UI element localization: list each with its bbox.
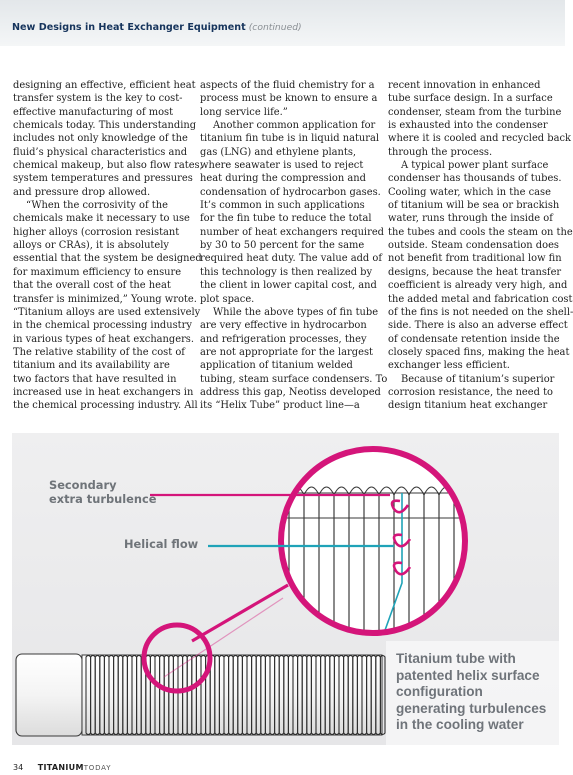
text-line: condensation of hydrocarbon gases.: [200, 186, 381, 198]
section-title: [12, 22, 302, 33]
text-line: heat during the compression and: [200, 173, 366, 185]
tube-end: [16, 654, 82, 736]
text-line: condenser, steam from the turbine: [388, 106, 562, 118]
text-line: number of heat exchangers required: [200, 226, 384, 238]
text-line: outside. Steam condensation does: [388, 240, 559, 252]
callout-text: Secondary: [49, 478, 117, 492]
text-line: not benefit from traditional low fin: [388, 253, 562, 265]
article-paragraph: [388, 373, 556, 413]
text-line: recent innovation in enhanced: [388, 80, 541, 91]
text-line: essential that the system be designed: [13, 253, 202, 265]
section-title-continued: (continued): [248, 22, 302, 33]
section-title-text: New Designs in Heat Exchanger Equipment: [12, 22, 246, 33]
text-line: exchanger less efficient.: [388, 360, 510, 372]
caption-line: in the cooling water: [396, 717, 524, 733]
text-line: aspects of the fluid chemistry for a: [200, 80, 375, 91]
callout-helical-flow: Helical flow: [124, 537, 199, 551]
text-line: through the process.: [388, 146, 493, 158]
text-line: for maximum efficiency to ensure: [13, 266, 182, 278]
figure-caption: [396, 651, 558, 734]
text-line: Another common application for: [213, 120, 376, 132]
text-line: long service life.”: [200, 106, 288, 118]
text-line: transfer system is the key to cost-: [13, 93, 183, 105]
text-line: effective manufacturing of most: [13, 106, 174, 118]
text-line: address this gap, Neotiss developed: [200, 386, 381, 398]
text-line: transfer is minimized,” Young wrote.: [13, 293, 197, 305]
text-line: its “Helix Tube” product line—a: [200, 400, 360, 412]
text-line: fluid’s physical characteristics and: [13, 146, 188, 158]
article-paragraph: [200, 79, 378, 119]
article-column-1: [13, 79, 203, 427]
article-paragraph: [13, 199, 202, 413]
text-line: tubing, steam surface condensers. To: [200, 373, 388, 385]
text-line: designing an effective, efficient heat: [13, 80, 196, 91]
callout-text: extra turbulence: [49, 492, 157, 506]
text-line: The relative stability of the cost of: [13, 346, 185, 358]
page-number: 34: [13, 763, 24, 772]
zoom-detail: [264, 443, 484, 643]
text-line: plot space.: [200, 293, 255, 305]
text-line: required heat duty. The value add of: [200, 253, 382, 265]
article-paragraph: [388, 159, 573, 373]
text-line: While the above types of fin tube: [213, 306, 379, 318]
text-line: includes not only knowledge of the: [13, 133, 188, 145]
text-line: A typical power plant surface: [401, 160, 549, 172]
text-line: “When the corrosivity of the: [26, 200, 168, 212]
text-line: the chemical processing industry. All: [13, 400, 198, 412]
text-line: coefficient is already very high, and: [388, 280, 568, 292]
text-line: by 30 to 50 percent for the same: [200, 240, 365, 252]
text-line: in the chemical processing industry: [13, 320, 192, 332]
text-line: gas (LNG) and ethylene plants,: [200, 146, 357, 158]
caption-line: patented helix surface: [396, 667, 540, 683]
text-line: are not appropriate for the largest: [200, 346, 373, 358]
text-line: of condensate retention inside the: [388, 333, 560, 345]
text-line: the tubes and cools the steam on the: [388, 226, 573, 238]
text-line: titanium fin tube is in liquid natural: [200, 133, 380, 145]
text-line: chemicals today. This understanding: [13, 120, 197, 132]
text-line: two factors that have resulted in: [13, 373, 177, 385]
text-line: process must be known to ensure a: [200, 93, 378, 105]
text-line: the client in lower capital cost, and: [200, 280, 377, 292]
text-line: increased use in heat exchangers in: [13, 386, 194, 398]
text-line: chemicals make it necessary to use: [13, 213, 190, 225]
text-line: designs, because the heat transfer: [388, 266, 562, 278]
text-line: and refrigeration processes, they: [200, 333, 367, 345]
text-line: where seawater is used to reject: [200, 160, 364, 172]
caption-line: Titanium tube with: [396, 651, 516, 666]
magazine-logo-bold: TITANIUM: [37, 763, 84, 772]
text-line: water, runs through the inside of: [388, 213, 553, 225]
article-paragraph: [200, 306, 388, 413]
article-column-2: [200, 79, 388, 427]
text-line: this technology is then realized by: [200, 266, 373, 278]
text-line: chemical makeup, but also flow rates,: [13, 160, 203, 172]
text-line: and pressure drop allowed.: [13, 186, 151, 198]
text-line: titanium and its availability are: [13, 360, 170, 372]
text-line: “Titanium alloys are used extensively: [13, 306, 201, 318]
page-footer: [13, 763, 111, 772]
text-line: for the fin tube to reduce the total: [200, 213, 372, 225]
text-line: the added metal and fabrication cost: [388, 293, 573, 305]
text-line: Cooling water, which in the case: [388, 186, 551, 198]
text-line: system temperatures and pressures: [13, 173, 193, 185]
text-line: where it is cooled and recycled back: [388, 133, 571, 145]
text-line: It’s common in such applications: [200, 200, 365, 212]
text-line: alloys or CRAs), it is absolutely: [13, 240, 169, 252]
text-line: corrosion resistance, the need to: [388, 386, 553, 398]
zoom-connector-line: [192, 585, 288, 641]
article-paragraph: [13, 79, 203, 199]
text-line: condenser has thousands of tubes.: [388, 173, 562, 185]
text-line: is exhausted into the condenser: [388, 120, 548, 132]
text-line: in various types of heat exchangers.: [13, 333, 195, 345]
text-line: closely spaced fins, making the heat: [388, 346, 570, 358]
callout-secondary-turbulence: [49, 478, 156, 506]
caption-line: configuration: [396, 684, 483, 700]
text-line: application of titanium welded: [200, 360, 353, 372]
text-line: that the overall cost of the heat: [13, 280, 171, 292]
article-paragraph: [388, 79, 571, 159]
article-column-3: [388, 79, 573, 427]
helix-tube-figure: [12, 433, 559, 745]
text-line: Because of titanium’s superior: [401, 373, 555, 385]
text-line: are very effective in hydrocarbon: [200, 320, 367, 332]
text-line: side. There is also an adverse effect: [388, 320, 568, 332]
article-paragraph: [200, 119, 384, 306]
magazine-logo-light: TODAY: [83, 764, 112, 772]
text-line: higher alloys (corrosion resistant: [13, 226, 180, 238]
text-line: of the fins is not needed on the shell-: [388, 306, 573, 318]
caption-line: generating turbulences: [396, 700, 547, 716]
text-line: tube surface design. In a surface: [388, 93, 553, 105]
text-line: of titanium will be sea or brackish: [388, 200, 560, 212]
text-line: design titanium heat exchanger: [388, 400, 548, 412]
